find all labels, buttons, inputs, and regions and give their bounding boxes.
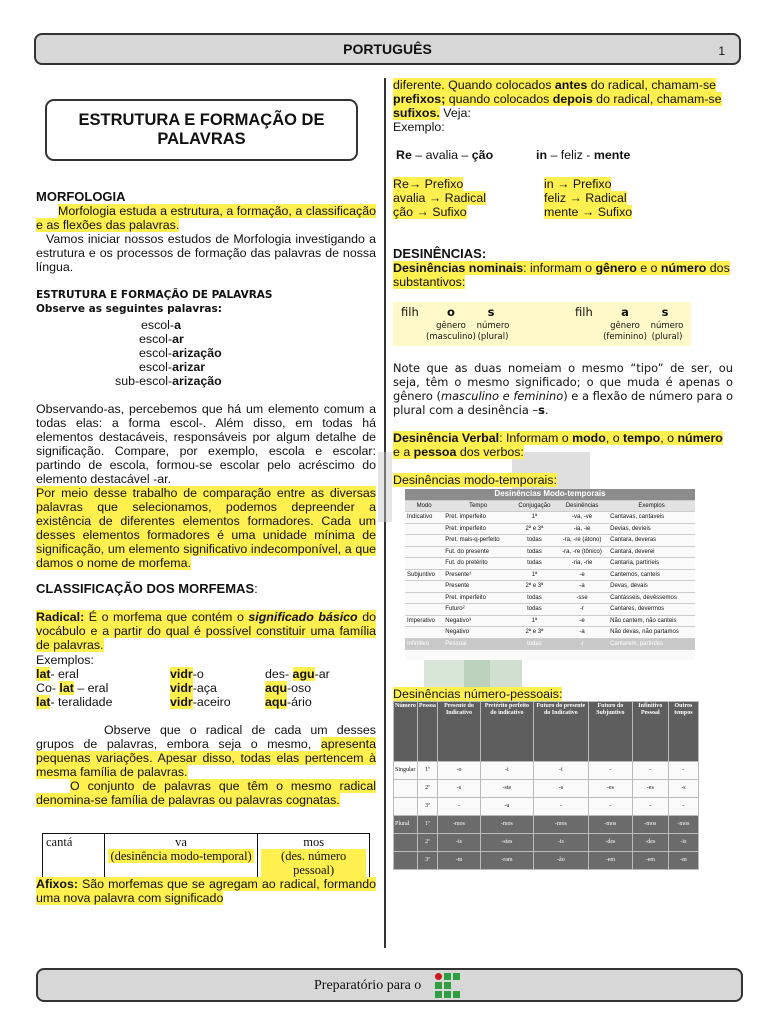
table-cell: -m xyxy=(437,852,480,870)
table-cell xyxy=(405,604,443,616)
table-row xyxy=(394,780,699,798)
radical-text: vidr xyxy=(170,681,193,695)
table-cell: -des xyxy=(632,834,668,852)
table-cell: - xyxy=(589,798,633,816)
table-cell: Pret. imperfeito xyxy=(443,512,513,524)
radical-text: lat xyxy=(36,695,51,709)
example-word xyxy=(170,681,231,695)
page-footer xyxy=(36,968,743,1002)
table-cell: 2ª e 3ª xyxy=(513,581,556,593)
word-ending: a xyxy=(174,318,181,332)
table-cell: Singular xyxy=(394,762,418,780)
suffix-text: – eral xyxy=(73,681,109,695)
table-cell: - xyxy=(437,798,480,816)
radical-text: vidr xyxy=(170,695,193,709)
table-cell: -mos xyxy=(533,816,588,834)
suffix-text: -o xyxy=(192,667,204,681)
table-cell: -is xyxy=(533,834,588,852)
word-row xyxy=(36,346,236,360)
table-cell: Cantaria, partiríeis xyxy=(608,558,695,570)
table-cell: -is xyxy=(668,834,698,852)
mapping-line xyxy=(393,205,486,219)
mapping-text: feliz → Radical xyxy=(544,191,627,205)
column-header: Futuro do presente do Indicativo xyxy=(533,702,588,762)
table-row xyxy=(405,558,695,570)
modo-temporal-table xyxy=(405,489,695,660)
number-label: número xyxy=(650,321,684,331)
note-paragraph: Note que as duas nomeiam o mesmo “tipo” de ser, ou seja, têm o mesmo significado; o que muda é apenas o gênero (masculino e feminino) e a flexão de número para o plural com a desinência –s. xyxy=(393,361,733,417)
table-header-row xyxy=(405,500,695,512)
table-cell: Presente¹ xyxy=(443,569,513,581)
table-cell: todas xyxy=(513,638,556,650)
prefix-text: des- xyxy=(265,667,293,681)
watermark-block xyxy=(378,452,392,522)
table-cell: -stes xyxy=(481,834,534,852)
table-cell: - xyxy=(668,798,698,816)
table-cell xyxy=(394,852,418,870)
table-cell xyxy=(405,581,443,593)
table-cell: Fut. do presente xyxy=(443,546,513,558)
table-cell: 1ª xyxy=(513,512,556,524)
institute-logo-icon xyxy=(435,973,461,999)
affixes-paragraph: Afixos: São morfemas que se agregam ao radical, formando uma nova palavra com significado xyxy=(36,877,376,905)
table-row xyxy=(405,592,695,604)
table-cell: todas xyxy=(513,604,556,616)
column-header: Futuro do Subjuntivo xyxy=(589,702,633,762)
word-row xyxy=(36,374,236,388)
example-word xyxy=(36,681,112,695)
mapping-text: avalia → Radical xyxy=(393,191,486,205)
example-word xyxy=(265,681,330,695)
radical-text: aqu xyxy=(265,681,288,695)
word-row xyxy=(36,318,236,332)
title-line: ESTRUTURA E FORMAÇÃO DE xyxy=(78,111,325,129)
word-stem: escol- xyxy=(139,346,173,360)
table-cell xyxy=(405,627,443,639)
number-sub: (plural) xyxy=(651,332,683,342)
word-stem: escol- xyxy=(141,318,175,332)
example-word xyxy=(265,667,330,681)
table-cell: -mos xyxy=(668,816,698,834)
table-row xyxy=(405,581,695,593)
word-ending: arização xyxy=(172,374,222,388)
table-header-row xyxy=(394,702,699,762)
word-stem: escol- xyxy=(139,360,173,374)
table-cell: 1ª xyxy=(513,569,556,581)
table-cell: Plural xyxy=(394,816,418,834)
gender-label: gênero xyxy=(610,321,640,331)
column-header: Modo xyxy=(405,500,443,512)
number-label: número xyxy=(476,321,510,331)
table-cell: Imperativo xyxy=(405,615,443,627)
suffix-text: -ário xyxy=(287,695,312,709)
table-row xyxy=(394,816,699,834)
table-cell: Devias, devíeis xyxy=(608,523,695,535)
comparison-paragraph: Por meio desse trabalho de comparação entre as diversas palavras que selecionamos, podemos depreender a existência de diferentes elementos formadores. Cada um desses elementos formadores é uma unidade mínima de significação, um elemento significativo indecomponível, a que damos o nome de morfema. xyxy=(36,486,376,570)
table-cell: Cantemos, canteis xyxy=(608,569,695,581)
table-cell: mos (des. número pessoal) xyxy=(258,834,370,879)
table-cell: Devas, devais xyxy=(608,581,695,593)
affix-example: Re – avalia – ção xyxy=(396,148,494,162)
desinencias-heading: DESINÊNCIAS: xyxy=(393,246,487,261)
mapping-text: ção → Sufixo xyxy=(393,205,467,219)
table-cell: todas xyxy=(513,546,556,558)
table-cell: -i xyxy=(481,762,534,780)
suffix-text: - eral xyxy=(50,667,79,681)
table-cell: Não devas, não partamos xyxy=(608,627,695,639)
table-title-row xyxy=(405,489,695,500)
mapping-text: mente → Sufixo xyxy=(544,205,633,219)
radical-text: aqu xyxy=(265,695,288,709)
gender-label: gênero xyxy=(436,321,466,331)
table-cell xyxy=(405,546,443,558)
table-row xyxy=(405,627,695,639)
table-cell: -es xyxy=(632,780,668,798)
example-word xyxy=(36,667,112,681)
nominal-example-box xyxy=(393,302,691,346)
table-cell: Negativo³ xyxy=(443,615,513,627)
examples-label: Exemplos: xyxy=(36,653,94,667)
table-cell: Indicativo xyxy=(405,512,443,524)
table-cell: -s xyxy=(533,780,588,798)
table-cell: -is xyxy=(437,834,480,852)
observation-paragraph: Observando-as, percebemos que há um elemento comum a todas elas: a forma escol-. Além disso, em todas há elementos destacáveis, responsáveis por algum detalhe de significação. Compare, por exemplo, escola e escolar: partindo de escola, formou-se escolar pelo acréscimo do elemento destacável -ar. xyxy=(36,402,376,486)
number-ending: s xyxy=(661,305,669,319)
radical-paragraph: Radical: É o morfema que contém o significado básico do vocábulo e a partir do qual é possível constituir uma família de palavras. xyxy=(36,610,376,652)
example-column xyxy=(36,667,112,709)
table-cell: -mos xyxy=(589,816,633,834)
radical-text: lat xyxy=(59,681,74,695)
table-row xyxy=(405,569,695,581)
verbal-desinence-paragraph: Desinência Verbal: Informam o modo, o tempo, o número e a pessoa dos verbos: xyxy=(393,431,723,459)
radical-text: vidr xyxy=(170,667,193,681)
gender-sub: (feminino) xyxy=(603,332,647,342)
table-cell: Negativo xyxy=(443,627,513,639)
table-row xyxy=(405,638,695,650)
table-cell: -o xyxy=(437,762,480,780)
example-column xyxy=(265,667,330,709)
suffix-text: -aceiro xyxy=(192,695,231,709)
intro-paragraph: Vamos iniciar nossos estudos de Morfologia investigando a estrutura e os processos de formação das palavras de nossa língua. xyxy=(36,232,376,274)
affixes-continuation: diferente. Quando colocados antes do radical, chamam-se prefixos; quando colocados depois do radical, chamam-se sufixos. Veja: xyxy=(393,78,722,120)
mapping-line xyxy=(544,191,632,205)
example-word xyxy=(265,695,330,709)
table-cell: -des xyxy=(589,834,633,852)
table-cell: -i xyxy=(533,762,588,780)
morfologia-heading: MORFOLOGIA xyxy=(36,189,126,204)
table-cell: -m xyxy=(668,852,698,870)
prefix-text: Co- xyxy=(36,681,60,695)
affix-example: in – feliz - mente xyxy=(536,148,631,162)
table-cell: -ra, -re (tônico) xyxy=(556,546,608,558)
number-sub: (plural) xyxy=(477,332,509,342)
word-stem: filh xyxy=(575,305,593,319)
modo-temporal-caption: Desinências modo-temporais: xyxy=(393,473,557,487)
table-cell: -ram xyxy=(481,852,534,870)
word-stem: filh xyxy=(401,305,419,319)
table-cell: -sse xyxy=(556,592,608,604)
table-cell: Futuro² xyxy=(443,604,513,616)
table-cell: Pret. mais-q-perfeito xyxy=(443,535,513,547)
table-cell: - xyxy=(632,798,668,816)
table-cell xyxy=(394,780,418,798)
mapping-text: in → Prefixo xyxy=(544,177,612,191)
table-cell: -ia, -ie xyxy=(556,523,608,535)
table-cell: -e xyxy=(556,615,608,627)
table-cell: -s xyxy=(668,780,698,798)
table-row xyxy=(405,523,695,535)
table-cell: -u xyxy=(481,798,534,816)
morpheme-table xyxy=(42,833,370,879)
table-cell: -es xyxy=(589,780,633,798)
table-cell xyxy=(405,523,443,535)
table-cell: Cantásseis, devêssemos xyxy=(608,592,695,604)
table-cell: 1ª xyxy=(417,762,437,780)
table-cell: -mos xyxy=(632,816,668,834)
table-cell: -va, -ve xyxy=(556,512,608,524)
word-ending: arização xyxy=(172,346,222,360)
column-header: Outros tempos xyxy=(668,702,698,762)
table-cell: - xyxy=(632,762,668,780)
table-cell: -ste xyxy=(481,780,534,798)
table-cell: -mos xyxy=(437,816,480,834)
morfologia-paragraph: Morfologia estuda a estrutura, a formação, a classificação e as flexões das palavras. xyxy=(36,204,376,232)
column-header: Pretérito perfeito do indicativo xyxy=(481,702,534,762)
example-word xyxy=(170,695,231,709)
title-line: PALAVRAS xyxy=(157,130,246,148)
suffix-text: - teralidade xyxy=(50,695,113,709)
table-cell: Pessoal xyxy=(443,638,513,650)
mapping-line xyxy=(393,177,486,191)
table-cell: 3ª xyxy=(417,852,437,870)
word-ending: ar xyxy=(172,332,184,346)
radical-text: agu xyxy=(292,667,315,681)
table-cell: cantá xyxy=(43,834,105,879)
column-header: Número xyxy=(394,702,418,762)
table-cell: -e xyxy=(556,569,608,581)
column-header: Conjugação xyxy=(513,500,556,512)
word-row xyxy=(36,332,236,346)
table-cell: todas xyxy=(513,535,556,547)
table-cell xyxy=(405,535,443,547)
table-cell: Pret. imperfeito xyxy=(443,592,513,604)
observe-line: Observe as seguintes palavras: xyxy=(36,303,222,315)
table-cell: Cantavas, cantaveis xyxy=(608,512,695,524)
subject-title: PORTUGUÊS xyxy=(343,41,432,57)
table-cell: va (desinência modo-temporal) xyxy=(104,834,258,879)
gender-ending: a xyxy=(621,305,629,319)
word-list xyxy=(36,318,376,388)
suffix-text: -oso xyxy=(287,681,312,695)
table-row xyxy=(394,762,699,780)
table-row xyxy=(405,604,695,616)
table-cell: Cantará, deverei xyxy=(608,546,695,558)
nominal-desinence-paragraph: Desinências nominais: informam o gênero e o número dos substantivos: xyxy=(393,261,730,289)
table-cell: -ão xyxy=(533,852,588,870)
table-cell: -mos xyxy=(481,816,534,834)
table-cell: todas xyxy=(513,558,556,570)
cognate-paragraph: O conjunto de palavras que têm o mesmo radical denomina-se família de palavras ou palavras cognatas. xyxy=(36,779,376,807)
table-cell: - xyxy=(589,762,633,780)
table-cell: -s xyxy=(437,780,480,798)
example-word xyxy=(170,667,231,681)
table-cell: - xyxy=(668,762,698,780)
word-stem: escol- xyxy=(139,332,173,346)
column-header: Presente do Indicativo xyxy=(437,702,480,762)
table-cell: Fut. do pretérito xyxy=(443,558,513,570)
page-header xyxy=(34,33,741,65)
radical-observation: Observe que o radical de cada um desses grupos de palavras, embora seja o mesmo, apresenta pequenas variações. Apesar disso, todas elas pertencem à mesma família de palavras. xyxy=(36,723,376,779)
table-cell: -r xyxy=(556,638,608,650)
table-cell: 2ª xyxy=(417,780,437,798)
table-cell: Cantarem, partirdes xyxy=(608,638,695,650)
table-cell xyxy=(394,834,418,852)
table-cell: -ria, -rie xyxy=(556,558,608,570)
table-cell: 2ª e 3ª xyxy=(513,627,556,639)
table-cell: Não cantem, não canteis xyxy=(608,615,695,627)
table-cell: 1ª xyxy=(513,615,556,627)
table-cell xyxy=(405,592,443,604)
table-row xyxy=(405,512,695,524)
table-cell: todas xyxy=(513,592,556,604)
example-word xyxy=(36,695,112,709)
table-cell: 3ª xyxy=(417,798,437,816)
table-cell: - xyxy=(533,798,588,816)
numero-pessoal-caption: Desinências número-pessoais: xyxy=(393,687,563,701)
word-stem: sub-escol- xyxy=(115,374,173,388)
column-header: Tempo xyxy=(443,500,513,512)
mapping-line xyxy=(393,191,486,205)
column-header: Desinências xyxy=(556,500,608,512)
example-label: Exemplo: xyxy=(393,120,445,134)
word-row xyxy=(36,360,236,374)
mapping-text: Re→ Prefixo xyxy=(393,177,464,191)
gender-ending: o xyxy=(447,305,455,319)
table-cell: 2ª xyxy=(417,834,437,852)
table-cell: -r xyxy=(556,604,608,616)
table-cell: Cantara, deveras xyxy=(608,535,695,547)
column-header: Exemplos xyxy=(608,500,695,512)
table-row xyxy=(394,798,699,816)
mapping-line xyxy=(544,177,632,191)
table-cell: Cantares, devermos xyxy=(608,604,695,616)
table-cell: -em xyxy=(632,852,668,870)
affix-mapping xyxy=(544,177,632,219)
table-cell xyxy=(405,558,443,570)
suffix-text: -aça xyxy=(192,681,217,695)
title-box xyxy=(45,99,358,161)
table-cell: -a xyxy=(556,627,608,639)
table-cell xyxy=(394,798,418,816)
table-cell: 2ª e 3ª xyxy=(513,523,556,535)
mapping-line xyxy=(544,205,632,219)
structure-subheading: ESTRUTURA E FORMAÇÃO DE PALAVRAS xyxy=(36,289,273,301)
table-row xyxy=(394,852,699,870)
table-row xyxy=(405,546,695,558)
table-cell: Subjuntivo xyxy=(405,569,443,581)
table-title: Desinências Modo-temporais xyxy=(405,489,695,500)
example-column xyxy=(170,667,231,709)
column-header: Pessoa xyxy=(417,702,437,762)
table-cell: Pret. imperfeito xyxy=(443,523,513,535)
table-cell: -em xyxy=(589,852,633,870)
table-cell: Presente xyxy=(443,581,513,593)
table-row xyxy=(394,834,699,852)
table-cell: -ra, -re (átono) xyxy=(556,535,608,547)
word-ending: arizar xyxy=(172,360,206,374)
column-header: Infinitivo Pessoal xyxy=(632,702,668,762)
affix-mapping xyxy=(393,177,486,219)
table-cell: Infinitivo xyxy=(405,638,443,650)
table-row xyxy=(405,535,695,547)
gender-sub: (masculino) xyxy=(426,332,476,342)
table-row xyxy=(405,615,695,627)
footer-text: Preparatório para o xyxy=(314,978,422,993)
table-cell: -a xyxy=(556,581,608,593)
page-number: 1 xyxy=(718,44,725,58)
classification-heading: CLASSIFICAÇÃO DOS MORFEMAS: xyxy=(36,581,258,596)
radical-text: lat xyxy=(36,667,51,681)
number-ending: s xyxy=(487,305,495,319)
table-cell: 1ª xyxy=(417,816,437,834)
suffix-text: -ar xyxy=(314,667,330,681)
numero-pessoal-table xyxy=(393,701,699,865)
